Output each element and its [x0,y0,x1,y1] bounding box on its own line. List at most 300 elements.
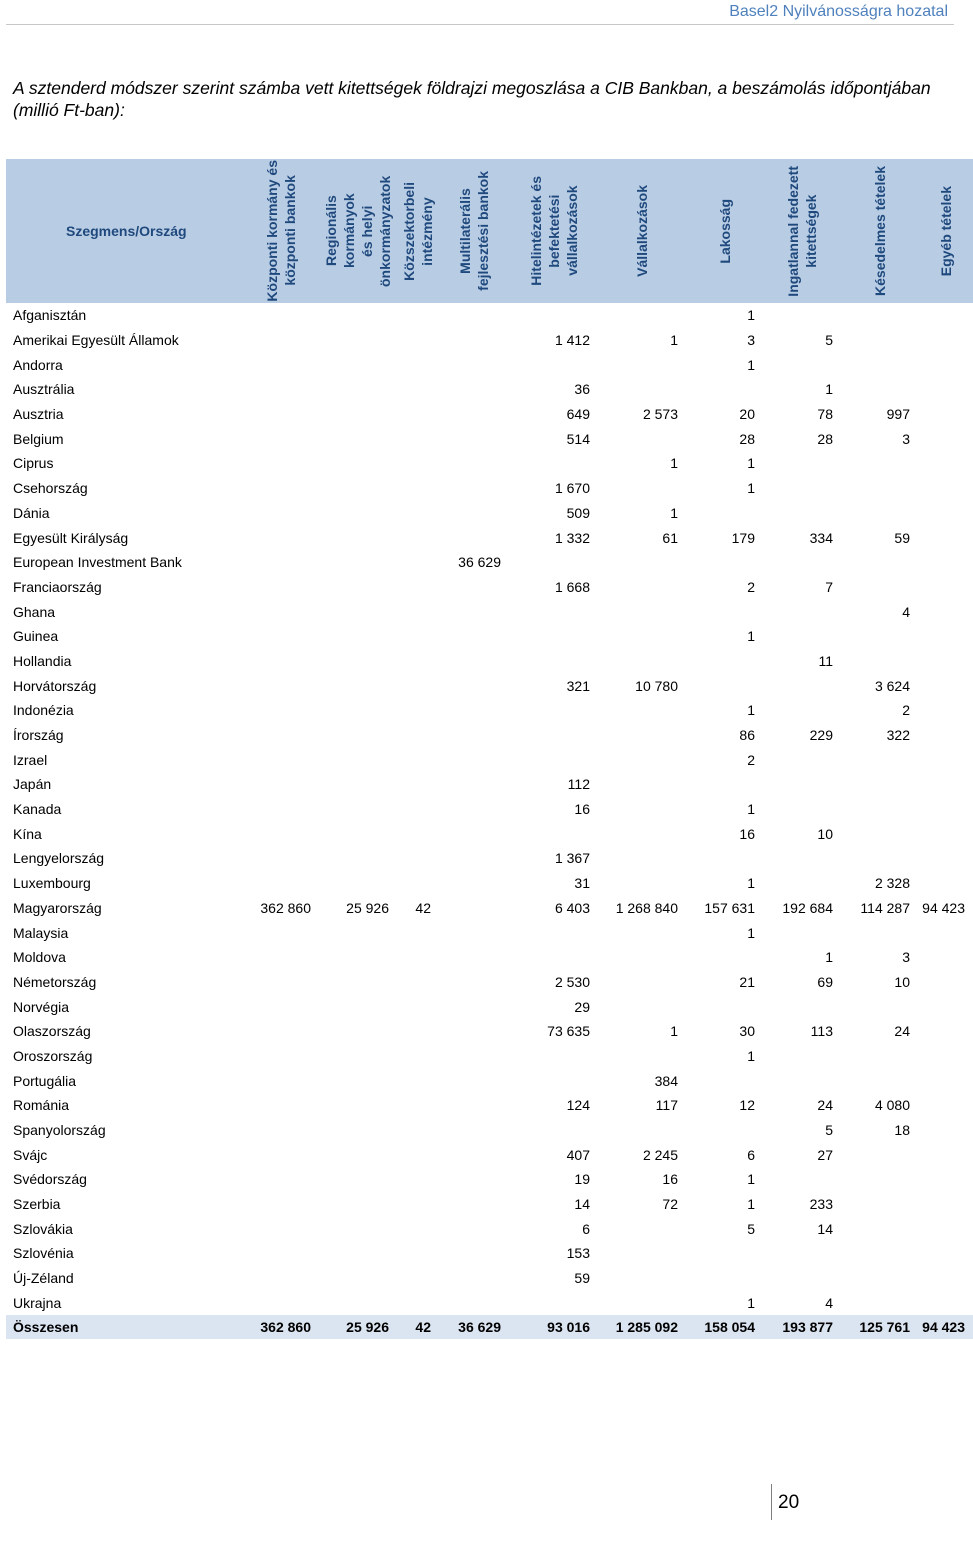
table-cell [841,1167,918,1192]
table-row [6,945,973,970]
table-cell [397,797,439,822]
table-cell: 179 [731,529,755,546]
table-cell [686,846,763,871]
country-name: Egyesült Királyság [13,529,129,546]
table-cell [509,624,598,649]
table-cell [319,871,397,896]
table-cell [319,402,397,427]
table-cell: 42 [415,899,431,916]
table-cell [686,1068,763,1093]
table-cell [918,723,973,748]
table-cell [397,1192,439,1217]
country-name: Japán [13,776,52,793]
table-cell [918,698,973,723]
table-cell [319,1266,397,1291]
table-cell: 4 [825,1294,833,1311]
table-cell [918,328,973,353]
table-cell [598,723,686,748]
table-cell [243,673,319,698]
table-cell [397,970,439,995]
table-cell [439,451,509,476]
table-cell [319,1192,397,1217]
table-cell [243,476,319,501]
table-cell [243,402,319,427]
table-cell [841,649,918,674]
table-cell [918,649,973,674]
total-label: Összesen [6,1315,243,1339]
table-cell [397,698,439,723]
document-header-title: Basel2 Nyilvánosságra hozatal [729,3,948,20]
table-cell [319,1142,397,1167]
table-cell: 1 [747,1294,755,1311]
table-cell [439,1142,509,1167]
total-cell: 1 285 092 [598,1315,686,1339]
country-name: Magyarország [13,899,102,916]
table-cell [918,426,973,451]
table-cell: 3 624 [874,677,910,694]
table-cell: 19 [574,1171,590,1188]
table-cell [598,377,686,402]
table-cell [397,1241,439,1266]
table-cell [841,1216,918,1241]
table-cell: 1 [747,1196,755,1213]
table-cell [439,1044,509,1069]
country-name: Svédország [13,1171,87,1188]
table-row [6,1093,973,1118]
table-cell [243,698,319,723]
table-cell [598,846,686,871]
table-cell [686,377,763,402]
table-cell [841,846,918,871]
table-cell [841,476,918,501]
table-cell [439,476,509,501]
column-header-real-estate [763,159,841,303]
table-cell [841,328,918,353]
country-name: Ausztria [13,406,64,423]
table-cell [918,920,973,945]
country-name: Belgium [13,430,64,447]
table-cell [243,920,319,945]
table-cell: 94 423 [922,899,965,916]
table-cell [243,821,319,846]
column-header-label: Regionális kormányok és helyi önkormányzatok [323,175,393,287]
table-cell: 61 [662,529,678,546]
table-cell [243,747,319,772]
table-cell: 2 [902,702,910,719]
table-cell [763,624,841,649]
table-cell [918,747,973,772]
page-number: 20 [778,1492,800,1513]
table-cell [243,377,319,402]
country-name: Svájc [13,1146,48,1163]
country-name: Izrael [13,751,48,768]
table-cell [763,747,841,772]
table-cell [319,1093,397,1118]
table-row [6,476,973,501]
column-header-public-sector [397,159,439,303]
table-cell [509,723,598,748]
table-cell: 233 [809,1196,833,1213]
table-cell [243,1068,319,1093]
table-cell [439,945,509,970]
table-cell [319,1068,397,1093]
table-cell [397,673,439,698]
country-name: Csehország [13,480,88,497]
column-header-regional-government [319,159,397,303]
table-cell [918,476,973,501]
table-cell [243,550,319,575]
total-cell: 362 860 [243,1315,319,1339]
table-cell [319,772,397,797]
table-cell [598,426,686,451]
table-cell: 1 [670,1023,678,1040]
table-cell [686,945,763,970]
table-cell [509,945,598,970]
table-cell [243,303,319,328]
table-cell: 1 332 [554,529,590,546]
table-cell: 124 [566,1097,590,1114]
table-cell [686,994,763,1019]
table-cell [439,1291,509,1316]
table-row [6,896,973,921]
table-cell: 1 [747,1171,755,1188]
table-cell [397,1216,439,1241]
table-cell [243,451,319,476]
table-cell [763,1167,841,1192]
table-row [6,328,973,353]
table-cell [841,1241,918,1266]
table-cell: 59 [894,529,910,546]
column-header-segment: Szegmens/Ország [6,159,243,303]
total-cell: 36 629 [439,1315,509,1339]
table-cell [319,723,397,748]
table-cell: 514 [566,430,590,447]
table-cell [397,575,439,600]
table-cell [397,846,439,871]
table-row [6,772,973,797]
table-cell [319,698,397,723]
table-cell [397,328,439,353]
table-cell [397,476,439,501]
table-cell [319,649,397,674]
table-cell [918,673,973,698]
table-cell [397,871,439,896]
table-cell [439,723,509,748]
table-cell [841,575,918,600]
table-cell: 1 367 [554,850,590,867]
country-name: Ausztrália [13,381,75,398]
table-cell [397,747,439,772]
table-cell [439,1068,509,1093]
table-cell [397,1291,439,1316]
table-row [6,821,973,846]
table-cell [319,846,397,871]
table-cell [841,377,918,402]
table-cell [763,1266,841,1291]
table-cell: 6 [582,1220,590,1237]
column-header-label: Vállalkozások [634,185,650,277]
table-cell: 1 [747,924,755,941]
table-cell [243,1142,319,1167]
table-cell [918,970,973,995]
table-cell [397,920,439,945]
table-cell [841,303,918,328]
country-name: Afganisztán [13,307,87,324]
table-cell: 321 [566,677,590,694]
table-cell [319,797,397,822]
table-cell [319,1216,397,1241]
table-cell [319,1167,397,1192]
table-cell [598,1241,686,1266]
table-cell [763,550,841,575]
table-cell [319,352,397,377]
table-cell [439,1266,509,1291]
table-cell [509,451,598,476]
table-cell [509,352,598,377]
table-cell [918,1167,973,1192]
table-cell [598,1291,686,1316]
table-cell [841,994,918,1019]
table-cell [439,525,509,550]
table-cell [319,945,397,970]
total-cell: 25 926 [319,1315,397,1339]
table-cell: 1 [825,949,833,966]
column-header-past-due [841,159,918,303]
table-cell [686,1266,763,1291]
table-cell: 192 684 [782,899,833,916]
table-cell: 334 [809,529,833,546]
table-cell [319,599,397,624]
table-cell [319,303,397,328]
table-cell [319,525,397,550]
table-cell: 7 [825,578,833,595]
table-cell: 36 629 [458,554,501,571]
table-cell: 3 [902,430,910,447]
table-cell [439,1241,509,1266]
table-cell [763,476,841,501]
table-cell: 153 [566,1245,590,1262]
table-cell: 113 [810,1023,833,1040]
table-cell [918,821,973,846]
table-cell [439,896,509,921]
table-cell [918,846,973,871]
country-name: Dánia [13,504,50,521]
table-cell [439,1216,509,1241]
column-header-corporates [598,159,686,303]
page-number-divider [771,1484,772,1520]
table-cell [841,747,918,772]
table-cell [509,747,598,772]
table-cell [243,426,319,451]
column-header-label: Közszektorbeli intézmény [401,181,435,281]
table-cell [439,402,509,427]
table-cell [918,377,973,402]
table-row [6,1241,973,1266]
table-cell [841,1142,918,1167]
table-cell: 11 [818,652,833,669]
table-cell [686,550,763,575]
table-cell: 322 [886,727,910,744]
table-cell [763,772,841,797]
table-cell: 114 287 [860,899,910,916]
table-cell [319,920,397,945]
table-cell [841,352,918,377]
column-header-other-items [918,159,973,303]
table-cell [397,1118,439,1143]
table-cell [918,599,973,624]
column-header-label: Ingatlannal fedezett kitettségek [785,165,819,297]
table-cell [598,698,686,723]
table-cell [439,747,509,772]
table-cell: 1 668 [554,578,590,595]
column-header-multilateral-banks [439,159,509,303]
table-cell: 6 403 [554,899,590,916]
table-cell [439,1167,509,1192]
table-cell [243,1241,319,1266]
table-cell [918,303,973,328]
table-cell [319,624,397,649]
table-cell [598,649,686,674]
table-cell [243,1192,319,1217]
table-cell: 4 080 [874,1097,910,1114]
table-cell: 1 [825,381,833,398]
table-cell [763,698,841,723]
table-row [6,747,973,772]
table-cell: 2 328 [874,875,910,892]
table-cell: 157 631 [704,899,755,916]
table-cell: 117 [655,1097,678,1114]
table-cell [598,797,686,822]
table-cell [918,1216,973,1241]
table-cell [439,377,509,402]
table-cell [439,871,509,896]
table-cell [918,1044,973,1069]
table-cell: 59 [574,1270,590,1287]
table-cell [763,1241,841,1266]
table-cell [918,1068,973,1093]
table-cell [841,1068,918,1093]
table-cell [397,1093,439,1118]
table-cell [397,501,439,526]
table-cell [509,1291,598,1316]
table-cell: 112 [567,776,590,793]
table-cell [918,945,973,970]
table-cell [243,624,319,649]
country-name: Hollandia [13,652,72,669]
table-row [6,352,973,377]
country-name: Amerikai Egyesült Államok [13,332,179,349]
country-name: Portugália [13,1072,77,1089]
table-cell [397,821,439,846]
table-cell [918,352,973,377]
table-row [6,797,973,822]
country-name: Spanyolország [13,1122,106,1139]
table-cell [439,846,509,871]
table-row [6,723,973,748]
table-row [6,846,973,871]
table-cell [763,1044,841,1069]
table-cell [319,426,397,451]
country-name: Szlovákia [13,1220,73,1237]
table-cell [397,402,439,427]
table-cell [243,352,319,377]
table-cell [841,821,918,846]
table-cell: 229 [809,727,833,744]
table-cell [397,377,439,402]
table-cell [509,550,598,575]
table-cell [439,1019,509,1044]
table-cell [841,772,918,797]
table-cell: 28 [817,430,833,447]
total-cell: 93 016 [509,1315,598,1339]
table-cell [397,1019,439,1044]
table-cell [841,1044,918,1069]
table-cell [918,1019,973,1044]
table-cell: 362 860 [260,899,311,916]
table-cell: 2 [747,751,755,768]
table-cell [598,1118,686,1143]
table-cell [319,821,397,846]
table-cell [397,1167,439,1192]
table-cell [763,673,841,698]
table-cell [397,624,439,649]
table-row [6,550,973,575]
table-row [6,1142,973,1167]
country-name: Kína [13,825,42,842]
table-cell [243,525,319,550]
table-cell [918,451,973,476]
table-cell [763,846,841,871]
table-cell [918,575,973,600]
header-divider [6,24,954,25]
table-cell [243,599,319,624]
table-cell: 1 268 840 [615,899,678,916]
table-cell: 78 [817,406,833,423]
table-cell [763,1068,841,1093]
table-cell [397,649,439,674]
table-cell: 1 [747,702,755,719]
table-row [6,1118,973,1143]
table-cell [243,945,319,970]
table-row [6,599,973,624]
table-cell [598,821,686,846]
table-cell [397,599,439,624]
total-cell: 193 877 [763,1315,841,1339]
table-cell: 1 [747,455,755,472]
table-cell [439,920,509,945]
table-cell [319,501,397,526]
table-cell [397,1068,439,1093]
table-cell: 14 [817,1220,833,1237]
table-cell [763,797,841,822]
country-name: Ukrajna [13,1294,62,1311]
table-cell: 1 [670,332,678,349]
table-row [6,426,973,451]
country-name: Új-Zéland [13,1270,74,1287]
country-name: Ghana [13,603,56,620]
table-cell [686,599,763,624]
table-cell: 30 [739,1023,755,1040]
table-cell [841,1291,918,1316]
table-total-row [6,1315,973,1339]
country-name: European Investment Bank [13,554,182,571]
country-name: Guinea [13,628,59,645]
table-cell: 10 [894,973,910,990]
table-cell [763,451,841,476]
table-cell [319,575,397,600]
table-cell: 27 [817,1146,833,1163]
table-cell [319,1291,397,1316]
